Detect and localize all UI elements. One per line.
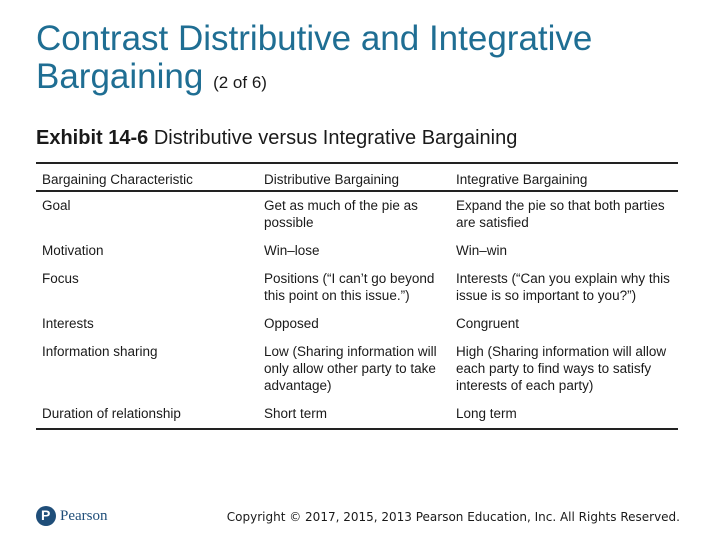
logo-text: Pearson (60, 507, 108, 524)
table-cell: Opposed (264, 316, 319, 331)
table-cell: Short term (258, 400, 450, 429)
table-row (36, 191, 678, 237)
table-cell: Interests (“Can you explain why this issue is so important to you?”) (456, 271, 670, 303)
table-row (36, 265, 678, 310)
title-line-1: Contrast Distributive and Integrative (36, 19, 593, 58)
table-header-row (36, 163, 678, 191)
table-row (36, 310, 678, 338)
table-row (36, 338, 678, 400)
header-distributive: Distributive Bargaining (258, 163, 450, 191)
table-cell: Get as much of the pie as possible (264, 198, 418, 230)
table-cell: Information sharing (42, 344, 158, 359)
title-line-2 (36, 58, 696, 102)
table-cell: Interests (42, 316, 94, 331)
table-cell: Congruent (456, 316, 520, 331)
table-cell: Positions (“I can’t go beyond this point on this issue.”) (264, 271, 435, 303)
table-cell: High (Sharing information will allow each party to find ways to satisfy interests of each party) (456, 344, 667, 393)
pearson-logo-icon (36, 506, 56, 526)
table-row (36, 237, 678, 265)
exhibit-number: Exhibit 14-6 (36, 127, 149, 149)
exhibit-caption: Distributive versus Integrative Bargaining (153, 127, 518, 149)
header-integrative: Integrative Bargaining (450, 163, 678, 191)
title-subtitle: (2 of 6) (213, 73, 267, 92)
table-cell: Win–win (456, 243, 508, 258)
table-cell: Win–lose (264, 243, 320, 258)
exhibit-heading (36, 127, 517, 150)
comparison-table (36, 162, 678, 430)
table-cell: Long term (450, 400, 678, 429)
table-cell: Focus (42, 271, 79, 286)
title-line-2-text: Bargaining (36, 57, 204, 96)
table-cell: Low (Sharing information will only allow other party to take advantage) (264, 344, 437, 393)
table-cell: Duration of relationship (36, 400, 258, 429)
table-cell: Goal (42, 198, 71, 213)
table-row (36, 400, 678, 429)
table-cell: Expand the pie so that both parties are satisfied (456, 198, 665, 230)
pearson-logo (36, 506, 108, 526)
table-cell: Motivation (42, 243, 104, 258)
header-characteristic: Bargaining Characteristic (36, 163, 258, 191)
slide-title (36, 20, 696, 102)
copyright-notice: Copyright © 2017, 2015, 2013 Pearson Education, Inc. All Rights Reserved. (226, 510, 680, 524)
